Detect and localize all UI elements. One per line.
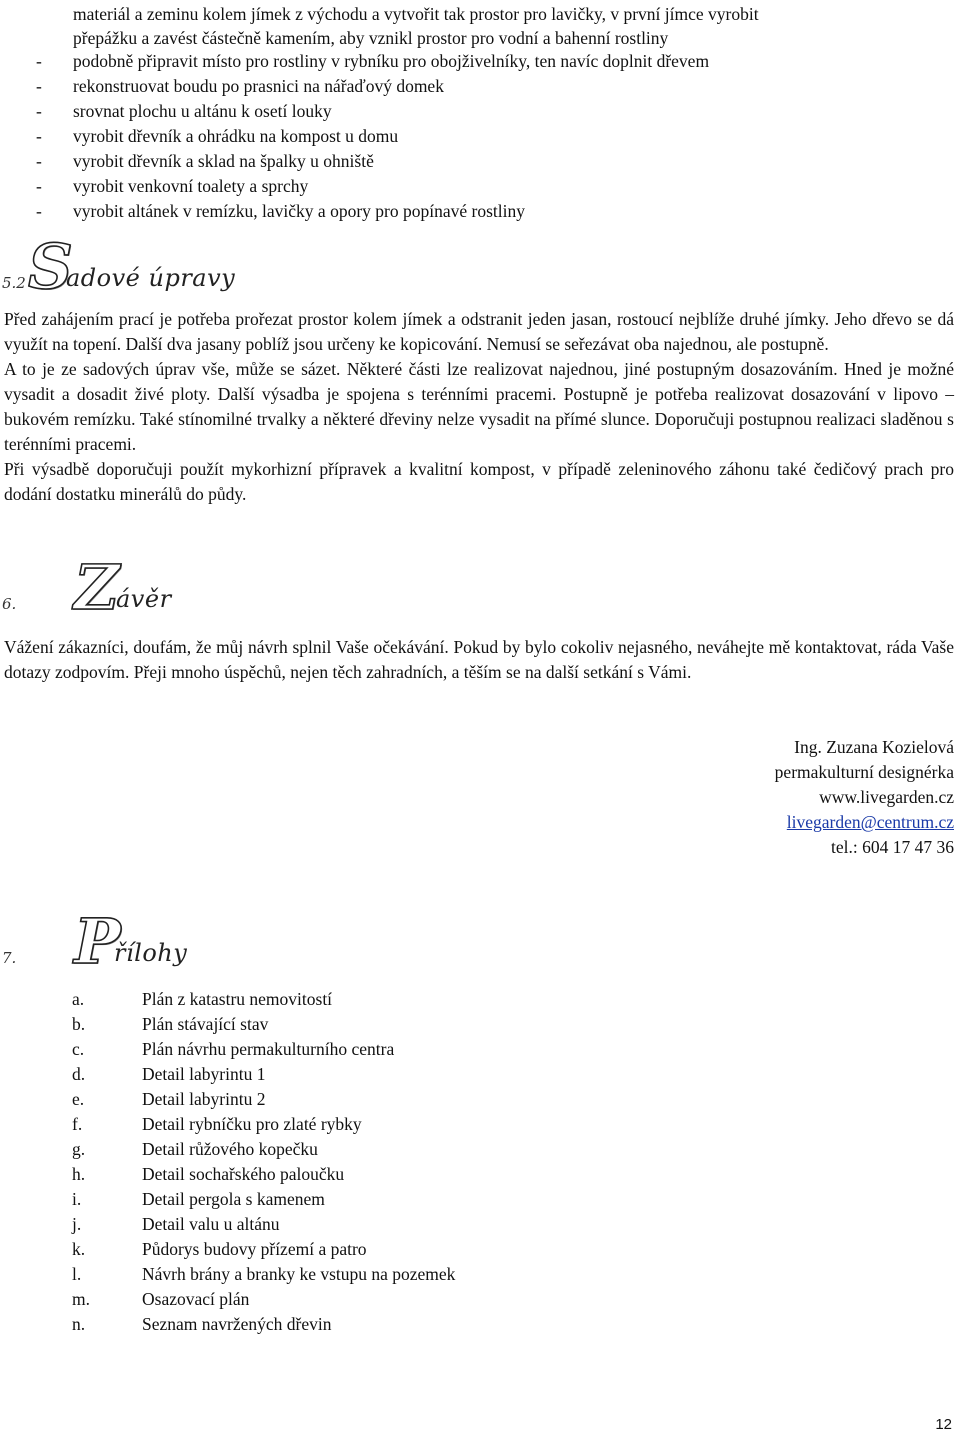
- list-item: [0, 124, 960, 149]
- signature-role: permakulturní designérka: [774, 762, 954, 782]
- signature-web: www.livegarden.cz: [819, 787, 954, 807]
- list-item: [72, 1212, 455, 1237]
- decorative-initial: P: [74, 905, 121, 978]
- decorative-initial: S: [28, 230, 73, 303]
- page-number: 12: [935, 1416, 952, 1433]
- item-letter: i.: [72, 1189, 82, 1209]
- bullet-dash: -: [36, 201, 42, 221]
- section-number: 6.: [2, 595, 17, 613]
- continuation-line: přepážku a zavést částečně kamením, aby vznikl prostor pro vodní a bahenní rostliny: [73, 28, 669, 48]
- list-item: [72, 1112, 455, 1137]
- item-text: Detail rybníčku pro zlaté rybky: [142, 1114, 362, 1134]
- list-item-text: srovnat plochu u altánu k osetí louky: [73, 101, 332, 121]
- bullet-dash: -: [36, 76, 42, 96]
- continuation-line: materiál a zeminu kolem jímek z východu a vytvořit tak prostor pro lavičky, v první jímce vyrobit: [73, 4, 759, 24]
- bullet-dash: -: [36, 101, 42, 121]
- list-item-text: podobně připravit místo pro rostliny v rybníku pro obojživelníky, ten navíc doplnit dřevem: [73, 51, 710, 71]
- item-text: Detail růžového kopečku: [142, 1139, 318, 1159]
- signature-block: [775, 735, 954, 860]
- decorative-initial: Z: [74, 551, 120, 624]
- list-item: [0, 149, 960, 174]
- bullet-dash: -: [36, 51, 42, 71]
- list-item: [0, 49, 960, 74]
- item-text: Návrh brány a branky ke vstupu na pozemek: [142, 1264, 456, 1284]
- list-item: [72, 1162, 455, 1187]
- attachments-list: [72, 987, 455, 1337]
- continuation-text: [73, 2, 953, 50]
- list-item: [0, 199, 960, 224]
- item-text: Plán návrhu permakulturního centra: [142, 1039, 395, 1059]
- list-item: [72, 1137, 455, 1162]
- list-item: [0, 99, 960, 124]
- item-letter: b.: [72, 1014, 86, 1034]
- list-item-text: vyrobit dřevník a ohrádku na kompost u domu: [73, 126, 399, 146]
- section-title-rest: adové úpravy: [66, 264, 236, 292]
- item-letter: f.: [72, 1114, 83, 1134]
- item-letter: e.: [72, 1089, 85, 1109]
- bullet-dash: -: [36, 176, 42, 196]
- item-letter: l.: [72, 1264, 82, 1284]
- section-number: 5.2: [2, 274, 26, 292]
- list-item-text: vyrobit dřevník a sklad na špalky u ohniště: [73, 151, 374, 171]
- item-letter: d.: [72, 1064, 86, 1084]
- section-heading-zaver: [0, 549, 300, 624]
- item-text: Detail sochařského paloučku: [142, 1164, 345, 1184]
- section-heading-sadove-upravy: [0, 228, 300, 303]
- section-number: 7.: [2, 949, 17, 967]
- task-bullet-list: [0, 49, 960, 224]
- list-item: [0, 174, 960, 199]
- section-body-zaver: [4, 635, 954, 685]
- list-item-text: vyrobit venkovní toalety a sprchy: [73, 176, 309, 196]
- item-letter: k.: [72, 1239, 86, 1259]
- paragraph: Vážení zákazníci, doufám, že můj návrh splnil Vaše očekávání. Pokud by bylo cokoliv nejasného, neváhejte mě kontaktovat, ráda Vaše dotazy zodpovím. Přeji mnoho úspěchů, nejen těch zahradních, a těším se na další setkání s Vámi.: [4, 637, 954, 682]
- list-item: [72, 1287, 455, 1312]
- list-item: [72, 987, 455, 1012]
- list-item: [72, 1062, 455, 1087]
- list-item: [72, 1312, 455, 1337]
- item-letter: h.: [72, 1164, 86, 1184]
- item-text: Osazovací plán: [142, 1289, 250, 1309]
- section-title-rest: řílohy: [114, 939, 188, 967]
- item-text: Detail labyrintu 2: [142, 1089, 266, 1109]
- list-item-text: rekonstruovat boudu po prasnici na nářaďový domek: [73, 76, 444, 96]
- item-text: Plán stávající stav: [142, 1014, 269, 1034]
- item-letter: a.: [72, 989, 85, 1009]
- item-text: Seznam navržených dřevin: [142, 1314, 332, 1334]
- signature-name: Ing. Zuzana Kozielová: [794, 737, 954, 757]
- list-item: [72, 1087, 455, 1112]
- item-text: Detail labyrintu 1: [142, 1064, 266, 1084]
- section-title-rest: ávěr: [116, 585, 172, 613]
- list-item: [72, 1262, 455, 1287]
- list-item: [72, 1237, 455, 1262]
- item-letter: j.: [72, 1214, 82, 1234]
- list-item: [72, 1012, 455, 1037]
- paragraph: A to je ze sadových úprav vše, může se sázet. Některé části lze realizovat najednou, jiné postupným dosazováním. Hned je možné vysadit a dosadit živé ploty. Další výsadba je spojena s terénními pracemi. Postupně je potřeba realizovat dosazování v lipovo – bukovém remízku. Také stínomilné trvalky a některé dřeviny nelze vysadit na přímé slunce. Doporučuji postupnou realizaci sladěnou s terénními pracemi.: [4, 359, 954, 454]
- item-text: Půdorys budovy přízemí a patro: [142, 1239, 367, 1259]
- email-link[interactable]: livegarden@centrum.cz: [786, 812, 954, 832]
- list-item: [72, 1037, 455, 1062]
- list-item-text: vyrobit altánek v remízku, lavičky a opory pro popínavé rostliny: [73, 201, 525, 221]
- paragraph: Při výsadbě doporučuji použít mykorhizní přípravek a kvalitní kompost, v případě zeleninového záhonu také čedičový prach pro dodání dostatku minerálů do půdy.: [4, 459, 954, 504]
- bullet-dash: -: [36, 151, 42, 171]
- item-text: Detail pergola s kamenem: [142, 1189, 325, 1209]
- signature-phone: tel.: 604 17 47 36: [831, 837, 954, 857]
- item-letter: n.: [72, 1314, 86, 1334]
- item-text: Plán z katastru nemovitostí: [142, 989, 333, 1009]
- list-item: [72, 1187, 455, 1212]
- bullet-dash: -: [36, 126, 42, 146]
- section-body-sadove-upravy: [4, 307, 954, 507]
- paragraph: Před zahájením prací je potřeba prořezat prostor kolem jímek a odstranit jeden jasan, rostoucí nejblíže druhé jímky. Jeho dřevo se dá využít na topení. Další dva jasany poblíž jsou určeny ke kopicování. Nemusí se seřezávat oba najednou, ale postupně.: [4, 309, 954, 354]
- item-letter: m.: [72, 1289, 90, 1309]
- item-letter: g.: [72, 1139, 86, 1159]
- section-heading-prilohy: [0, 903, 300, 978]
- list-item: [0, 74, 960, 99]
- item-letter: c.: [72, 1039, 85, 1059]
- item-text: Detail valu u altánu: [142, 1214, 280, 1234]
